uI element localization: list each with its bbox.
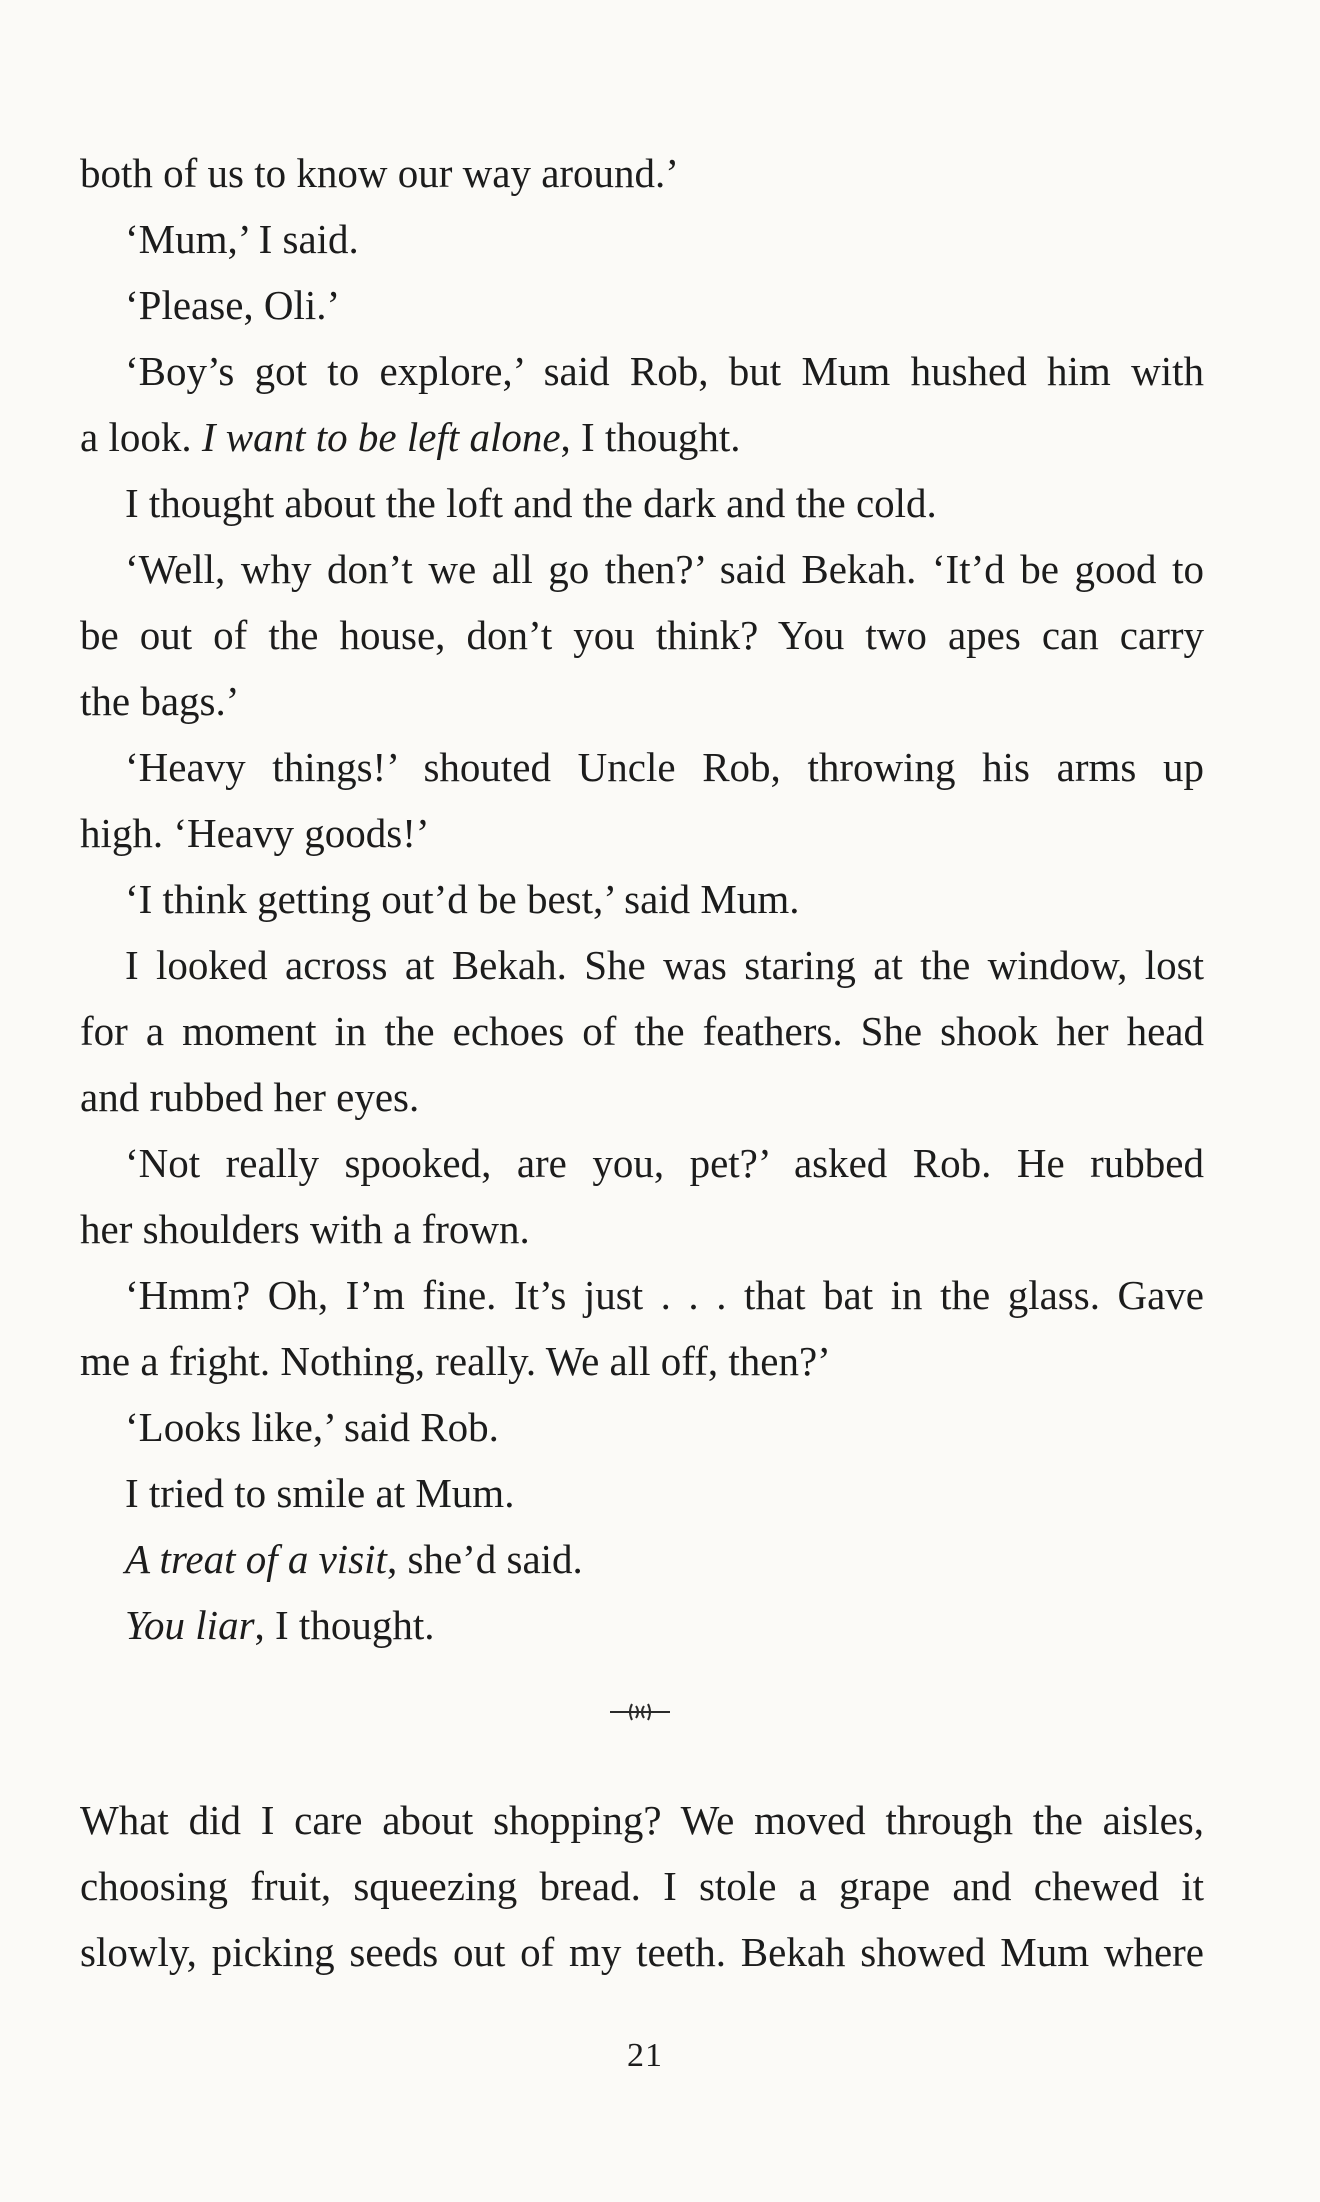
text-line: I looked across at Bekah. She was staring at the window, lost [125,942,1204,988]
text-line: slowly, picking seeds out of my teeth. Bekah showed Mum where [80,1929,1204,1975]
text-line: ‘Boy’s got to explore,’ said Rob, but Mum hushed him with [125,348,1204,394]
text-line: ‘Heavy things!’ shouted Uncle Rob, throwing his arms up [125,744,1204,790]
text-line: be out of the house, don’t you think? You two apes can carry [80,612,1204,658]
text-span: a look. [80,414,202,460]
text-line: the bags.’ [80,678,240,724]
section-break-ornament-icon [610,1700,670,1724]
text-line: high. ‘Heavy goods!’ [80,810,430,856]
text-line: for a moment in the echoes of the feathers. She shook her head [80,1008,1204,1054]
text-line [80,1592,1204,1658]
text-line: What did I care about shopping? We moved through the aisles, [80,1797,1204,1843]
text-block-bottom [80,1787,1204,1985]
italic-text: I want to be left alone [201,414,561,460]
italic-text: A treat of a visit [125,1536,387,1582]
text-line: ‘I think getting out’d be best,’ said Mum. [125,876,800,922]
text-span: , I thought. [560,414,741,460]
text-line: ‘Mum,’ I said. [125,216,359,262]
text-line: I tried to smile at Mum. [125,1470,515,1516]
text-line [80,1526,1204,1592]
text-line: her shoulders with a frown. [80,1206,530,1252]
text-line: ‘Well, why don’t we all go then?’ said Bekah. ‘It’d be good to [125,546,1204,592]
text-line: choosing fruit, squeezing bread. I stole a grape and chewed it [80,1863,1204,1909]
text-line: and rubbed her eyes. [80,1074,420,1120]
text-line: ‘Please, Oli.’ [125,282,341,328]
text-line: both of us to know our way around.’ [80,150,679,196]
page-number: 21 [627,2037,663,2074]
text-span: , I thought. [254,1602,435,1648]
text-line: ‘Not really spooked, are you, pet?’ asked Rob. He rubbed [125,1140,1204,1186]
italic-text: You liar [125,1602,255,1648]
text-block-top [80,140,1204,1658]
text-line: ‘Looks like,’ said Rob. [125,1404,499,1450]
text-span: , she’d said. [386,1536,583,1582]
text-line: I thought about the loft and the dark and the cold. [125,480,937,526]
text-line: ‘Hmm? Oh, I’m fine. It’s just . . . that bat in the glass. Gave [125,1272,1204,1318]
text-line [80,404,1204,470]
text-line: me a fright. Nothing, really. We all off, then?’ [80,1338,831,1384]
